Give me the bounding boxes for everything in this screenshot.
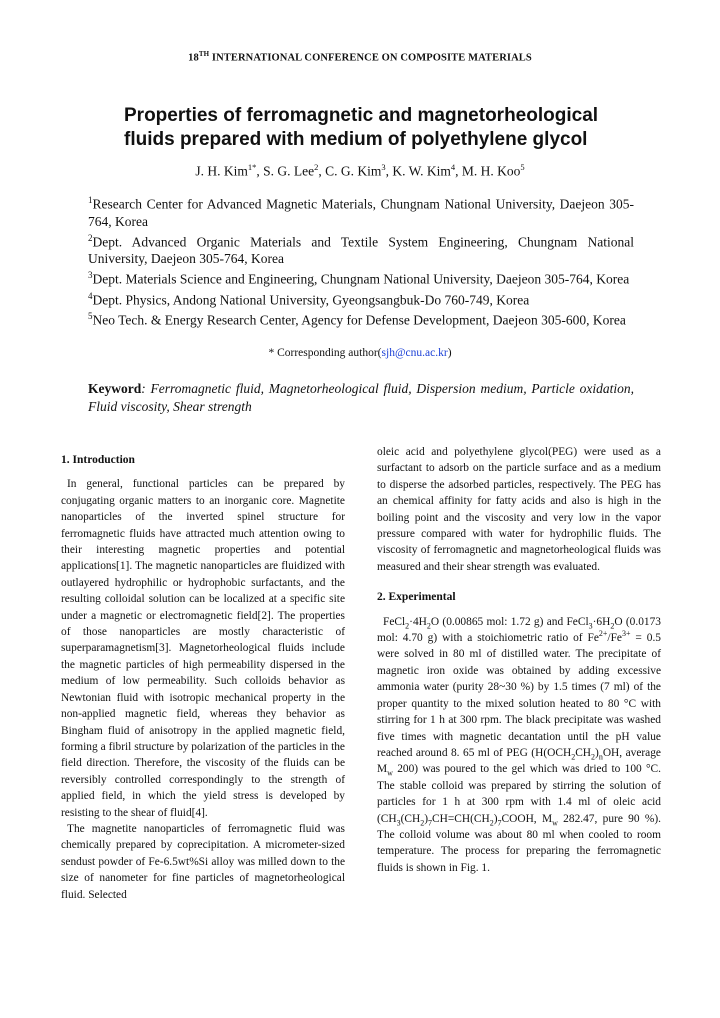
author-name: C. G. Kim [325, 163, 382, 179]
author-name: J. H. Kim [195, 163, 248, 179]
corresponding-author [0, 347, 720, 359]
intro-paragraph-1: In general, functional particles can be prepared by conjugating organic matters to an inorganic core. Magnetite nanoparticles of the inverted spinel structure for ferromagnetic fluids have attracted much attention owing to their interesting magnetic properties and potential applications[1]. The magnetic nanoparticles are fluidized with outlayered hydrophilic or hydrophobic surfactants, and the resulting colloidal solution can be localized at a specific site under a magnetic or electromagnetic field[2]. The properties of those nanoparticles are mostly characteristic of superparamagnetism[3]. Magnetorheological fluids include the magnetic particles of high permeability dispersed in the medium of low permeability. Such colloids behavior as Newtonian fluid with isotropic mechanical property in the non-applied magnetic field, whereas they behavior as Bingham fluid of anisotropy in the applied magnetic field, forming a fibril structure by polarization of the particles in the field direction. Therefore, the viscosity of the fluids can be reversibly controlled correspondingly to the strength of applied field, in which the yield stress is developed by resisting to the shear of fluid[4]. [61, 478, 345, 819]
spacer [377, 606, 661, 614]
spacer [61, 468, 345, 476]
intro-paragraph-2: The magnetite nanoparticles of ferromagnetic fluid was chemically prepared by coprecipitation. A micrometer-sized sendust powder of Fe-6.5wt%Si alloy was milled down to the size of nanometer for fine particles of magnetorheological fluid. Selected [61, 822, 345, 901]
left-column [61, 452, 345, 903]
intro-paragraph-2-continued: oleic acid and polyethylene glycol(PEG) were used as a surfactant to adsorb on the particle surface and as a medium to disperse the adsorbed particles, respectively. The PEG has an chemical affinity for fatty acids and also is high in the boiling point and the viscosity and very low in the vapor pressure compared with water for hydrophilic fluids. The viscosity of ferromagnetic and magnetorheological fluids was measured and their shear strength was evaluated. [377, 446, 661, 573]
author-affil-mark: 4 [450, 162, 456, 172]
affiliation-number: 5 [88, 311, 93, 321]
affiliation-list [88, 192, 634, 329]
experimental-paragraph-1: $FeCl_2\cdot 4H_2O$ (0.00865 mol: 1.72 g) and $FeCl_3\cdot 6H_2O$ (0.0173 mol: 4.70 g) with a stoichiometric ratio of $Fe^{2+}/Fe^{3+} = 0.5$ were solved in 80 ml of distilled water. The precipitate of magnetic iron oxide was obtained by adding excessive ammonia water (purity 28~30 %) by 1.5 times (7 ml) of the proper quantity to the mixed solution heated to 80 °C with stirring for 1 h at 300 rpm. The black precipitate was washed five times with magnetic decantation until the pH value reached around 8. 65 ml of PEG ($H(OCH_2CH_2)_nOH$, average $M_w$ 200) was poured to the gel which was dried to 100 °C. The stable colloid was prepared by stirring the solution of particles for 1 h at 300 rpm with 1.4 ml of oleic acid ($CH_3(CH_2)_7CH=CH(CH_2)_7COOH$, $M_w$ 282.47, pure 90 %). The colloid volume was about 80 ml when cooled to room temperature. The process for preparing the ferromagnetic fluids is shown in Fig. 1. [377, 615, 662, 874]
affiliation-item [88, 288, 634, 309]
section-heading-introduction: 1. Introduction [61, 454, 135, 466]
author-name: S. G. Lee [263, 163, 315, 179]
conference-number-suffix: TH [198, 50, 210, 58]
corresponding-suffix: ) [447, 347, 452, 359]
affiliation-text: Dept. Physics, Andong National University, Gyeongsangbuk-Do 760-749, Korea [92, 292, 530, 307]
conference-number: 18 [188, 52, 199, 64]
affiliation-text: Research Center for Advanced Magnetic Materials, Chungnam National University, Daejeon 305-764, Korea [88, 196, 634, 229]
conference-name: INTERNATIONAL CONFERENCE ON COMPOSITE MATERIALS [209, 52, 532, 64]
affiliation-number: 2 [88, 232, 93, 243]
affiliation-number: 4 [88, 290, 93, 301]
affiliation-text: Dept. Advanced Organic Materials and Textile System Engineering, Chungnam National University, Daejeon 305-764, Korea [88, 234, 634, 266]
conference-header [0, 50, 720, 64]
affiliation-item [88, 308, 634, 329]
keywords [88, 380, 634, 416]
spacer [377, 575, 661, 589]
keywords-separator: : [141, 381, 151, 396]
affiliation-text: Neo Tech. & Energy Research Center, Agency for Defense Development, Daejeon 305-600, Korea [92, 312, 626, 328]
affiliation-item [88, 267, 634, 288]
affiliation-item [88, 192, 634, 230]
keywords-list: Ferromagnetic fluid, Magnetorheological fluid, Dispersion medium, Particle oxidation, Fluid viscosity, Shear strength [88, 381, 634, 414]
author-affil-mark: 1* [247, 162, 257, 172]
right-column [377, 444, 661, 876]
paper-title: Properties of ferromagnetic and magnetorheological fluids prepared with medium of polyethylene glycol [124, 105, 599, 150]
corresponding-prefix: * Corresponding author( [268, 347, 382, 359]
affiliation-text: Dept. Materials Science and Engineering, Chungnam National University, Daejeon 305-764, Korea [92, 271, 630, 287]
author-name: M. H. Koo [461, 163, 521, 179]
author-affil-mark: 3 [381, 162, 386, 172]
author-affil-mark: 5 [520, 162, 525, 172]
corresponding-email-link[interactable]: sjh@cnu.ac.kr [381, 347, 448, 359]
affiliation-number: 3 [88, 270, 93, 280]
author-list: J. H. Kim$^{1*}$, S. G. Lee$^2$, C. G. Kim$^3$, K. W. Kim$^4$, M. H. Koo$^5$ [195, 162, 525, 179]
affiliation-number: 1 [88, 195, 93, 205]
section-heading-experimental: 2. Experimental [377, 591, 456, 604]
author-affil-mark: 2 [314, 162, 319, 172]
keywords-label: Keyword [88, 381, 142, 396]
affiliation-item [88, 230, 634, 268]
author-name: K. W. Kim [392, 163, 451, 179]
